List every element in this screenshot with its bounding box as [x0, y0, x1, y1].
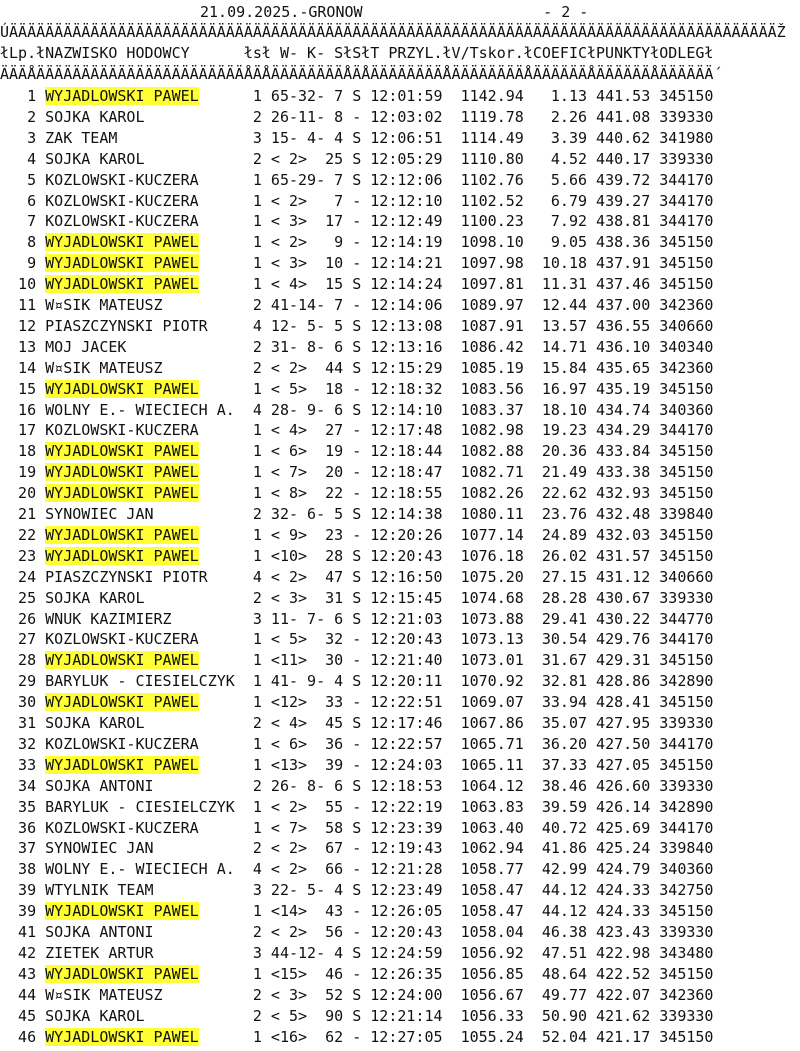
row-lp: 25: [0, 588, 46, 607]
row-results: 2 < 3> 31 S 12:15:45 1074.68 28.28 430.67 339330: [252, 588, 714, 607]
row-padding: [199, 380, 253, 398]
row-padding: [199, 212, 253, 230]
table-row: [0, 671, 713, 691]
row-lp: 30: [0, 693, 46, 712]
row-lp: 38: [0, 860, 46, 879]
row-breeder-name: WYJADLOWSKI PAWEL: [45, 755, 199, 774]
row-breeder-name: KOZLOWSKI-KUCZERA: [45, 170, 199, 189]
row-padding: [154, 923, 253, 941]
row-lp: 5: [0, 170, 46, 189]
row-results: 1 <12> 33 - 12:22:51 1069.07 33.94 428.41 345150: [252, 693, 714, 712]
row-breeder-name: MOJ JACEK: [45, 337, 127, 356]
table-row: [0, 588, 713, 608]
table-row: [0, 337, 713, 357]
row-lp: 20: [0, 484, 46, 503]
table-row: [0, 149, 713, 169]
row-padding: [199, 254, 253, 272]
row-padding: [154, 777, 253, 795]
row-breeder-name: KOZLOWSKI-KUCZERA: [45, 191, 199, 210]
row-results: 3 22- 5- 4 S 12:23:49 1058.47 44.12 424.33 342750: [252, 881, 714, 900]
row-breeder-name: WYJADLOWSKI PAWEL: [45, 463, 199, 482]
row-padding: [199, 693, 253, 711]
row-padding: [145, 714, 253, 732]
row-results: 1 < 3> 17 - 12:12:49 1100.23 7.92 438.81 344170: [252, 212, 714, 231]
row-results: 1 <15> 46 - 12:26:35 1056.85 48.64 422.52 345150: [252, 964, 714, 983]
table-row: [0, 191, 713, 211]
row-breeder-name: SOJKA KAROL: [45, 149, 145, 168]
table-row: [0, 1006, 713, 1026]
table-row: [0, 650, 713, 670]
row-results: 2 < 5> 90 S 12:21:14 1056.33 50.90 421.62 339330: [252, 1006, 714, 1025]
row-breeder-name: KOZLOWSKI-KUCZERA: [45, 818, 199, 837]
table-row: [0, 692, 713, 712]
row-breeder-name: SOJKA ANTONI: [45, 923, 154, 941]
row-results: 2 < 2> 67 - 12:19:43 1062.94 41.86 425.24 339840: [252, 839, 714, 858]
row-results: 1 < 5> 18 - 12:18:32 1083.56 16.97 435.19 345150: [252, 379, 714, 398]
row-results: 2 < 3> 52 S 12:24:00 1056.67 49.77 422.07 342360: [252, 985, 714, 1004]
table-row: [0, 253, 713, 273]
table-row: [0, 128, 713, 148]
row-results: 1 < 7> 58 S 12:23:39 1063.40 40.72 425.69 344170: [252, 818, 714, 837]
row-breeder-name: SYNOWIEC JAN: [45, 505, 154, 523]
row-padding: [199, 463, 253, 481]
row-results: 2 < 2> 25 S 12:05:29 1110.80 4.52 440.17 339330: [252, 149, 714, 168]
row-padding: [126, 338, 252, 356]
row-results: 1 65-32- 7 S 12:01:59 1142.94 1.13 441.53 345150: [252, 87, 714, 105]
row-lp: 28: [0, 651, 46, 670]
row-lp: 24: [0, 567, 46, 586]
row-lp: 14: [0, 358, 46, 377]
row-results: 4 < 2> 66 - 12:21:28 1058.77 42.99 424.79 340360: [252, 860, 714, 879]
row-padding: [208, 568, 253, 586]
table-row: [0, 901, 713, 921]
row-lp: 21: [0, 505, 46, 523]
row-lp: 22: [0, 525, 46, 544]
row-results: 2 26-11- 8 - 12:03:02 1119.78 2.26 441.08 339330: [252, 107, 714, 126]
row-results: 2 31- 8- 6 S 12:13:16 1086.42 14.71 436.10 340340: [252, 337, 714, 356]
row-results: 1 < 7> 20 - 12:18:47 1082.71 21.49 433.38 345150: [252, 463, 714, 482]
row-lp: 7: [0, 212, 46, 231]
row-breeder-name: BARYLUK - CIESIELCZYK: [45, 672, 235, 691]
row-results: 1 < 6> 19 - 12:18:44 1082.88 20.36 433.84 345150: [252, 442, 714, 461]
row-results: 2 < 2> 56 - 12:20:43 1058.04 46.38 423.43 339330: [252, 923, 714, 941]
row-padding: [235, 798, 253, 816]
table-row: [0, 964, 713, 984]
row-breeder-name: WYJADLOWSKI PAWEL: [45, 902, 199, 921]
row-results: 1 <13> 39 - 12:24:03 1065.11 37.33 427.05 345150: [252, 755, 714, 774]
table-row: [0, 734, 713, 754]
row-breeder-name: WYJADLOWSKI PAWEL: [45, 379, 199, 398]
row-padding: [235, 401, 253, 419]
table-row: [0, 504, 713, 524]
row-padding: [208, 317, 253, 335]
row-lp: 29: [0, 672, 46, 691]
row-padding: [145, 1007, 253, 1025]
row-padding: [163, 359, 253, 377]
row-padding: [117, 129, 252, 147]
row-breeder-name: WYJADLOWSKI PAWEL: [45, 693, 199, 712]
table-row: [0, 86, 713, 106]
table-row: [0, 483, 713, 503]
row-results: 1 < 2> 9 - 12:14:19 1098.10 9.05 438.36 345150: [252, 233, 714, 252]
row-breeder-name: W¤SIK MATEUSZ: [45, 358, 163, 377]
table-row: [0, 776, 713, 796]
row-results: 4 28- 9- 6 S 12:14:10 1083.37 18.10 434.74 340360: [252, 400, 714, 419]
table-row: [0, 316, 713, 336]
row-lp: 44: [0, 985, 46, 1004]
row-lp: 4: [0, 149, 46, 168]
row-results: 3 15- 4- 4 S 12:06:51 1114.49 3.39 440.62 341980: [252, 128, 714, 147]
row-lp: 18: [0, 442, 46, 461]
row-lp: 2: [0, 107, 46, 126]
row-padding: [199, 819, 253, 837]
row-breeder-name: WYJADLOWSKI PAWEL: [45, 233, 199, 252]
row-breeder-name: SOJKA KAROL: [45, 714, 145, 732]
row-padding: [199, 965, 253, 983]
row-lp: 10: [0, 275, 46, 294]
row-padding: [154, 944, 253, 962]
row-padding: [199, 735, 253, 753]
row-padding: [199, 233, 253, 251]
table-top-border: ÚÄÄÄÄÄÄÄÄÄÄÄÄÄÄÄÄÄÄÄÄÄÄÄÄÄÄÄÄÄÄÄÄÄÄÄÄÄÄÄÄÄÄÄÄÄÄÄÄÄÄÄÄÄÄÄÄÄÄÄÄÄÄÄÄÄÄÄÄÄÄÄÄÄÄÄÄÄÄÄÄÄÄÄÄÄŽ: [0, 23, 786, 41]
row-breeder-name: ZIETEK ARTUR: [45, 943, 154, 962]
row-breeder-name: BARYLUK - CIESIELCZYK: [45, 797, 235, 816]
row-results: 1 < 9> 23 - 12:20:26 1077.14 24.89 432.03 345150: [252, 525, 714, 544]
row-breeder-name: WTYLNIK TEAM: [45, 881, 154, 900]
row-lp: 13: [0, 337, 46, 356]
row-results: 2 < 4> 45 S 12:17:46 1067.86 35.07 427.95 339330: [252, 714, 714, 732]
row-lp: 46: [0, 1027, 46, 1046]
row-breeder-name: KOZLOWSKI-KUCZERA: [45, 734, 199, 753]
row-padding: [199, 1028, 253, 1046]
row-padding: [199, 192, 253, 210]
row-padding: [199, 756, 253, 774]
row-lp: 23: [0, 546, 46, 565]
row-breeder-name: PIASZCZYNSKI PIOTR: [45, 567, 208, 586]
row-results: 1 < 2> 55 - 12:22:19 1063.83 39.59 426.14 342890: [252, 797, 714, 816]
row-lp: 31: [0, 714, 46, 732]
row-results: 1 < 5> 32 - 12:20:43 1073.13 30.54 429.76 344170: [252, 630, 714, 649]
row-lp: 12: [0, 316, 46, 335]
table-row: [0, 713, 713, 733]
table-row: [0, 358, 713, 378]
row-breeder-name: WYJADLOWSKI PAWEL: [45, 546, 199, 565]
row-results: 1 <16> 62 - 12:27:05 1055.24 52.04 421.17 345150: [252, 1027, 714, 1046]
row-breeder-name: WYJADLOWSKI PAWEL: [45, 964, 199, 983]
row-padding: [154, 881, 253, 899]
table-row: [0, 211, 713, 231]
report-title: 21.09.2025.-GRONOW - 2 -: [200, 3, 589, 21]
row-results: 1 < 6> 36 - 12:22:57 1065.71 36.20 427.50 344170: [252, 734, 714, 753]
row-padding: [145, 108, 253, 126]
row-padding: [199, 484, 253, 502]
table-row: [0, 274, 713, 294]
row-results: 3 44-12- 4 S 12:24:59 1056.92 47.51 422.98 343480: [252, 943, 714, 962]
row-padding: [199, 651, 253, 669]
table-row: [0, 755, 713, 775]
row-breeder-name: WYJADLOWSKI PAWEL: [45, 254, 199, 273]
row-padding: [235, 672, 253, 690]
table-row: [0, 880, 713, 900]
row-breeder-name: WYJADLOWSKI PAWEL: [45, 87, 199, 105]
row-breeder-name: WYJADLOWSKI PAWEL: [45, 1027, 199, 1046]
row-padding: [199, 442, 253, 460]
row-lp: 34: [0, 776, 46, 795]
row-lp: 15: [0, 379, 46, 398]
row-padding: [199, 630, 253, 648]
row-lp: 19: [0, 463, 46, 482]
row-results: 1 < 2> 7 - 12:12:10 1102.52 6.79 439.27 344170: [252, 191, 714, 210]
row-lp: 11: [0, 296, 46, 314]
row-lp: 39: [0, 881, 46, 900]
row-breeder-name: PIASZCZYNSKI PIOTR: [45, 316, 208, 335]
row-results: 2 41-14- 7 - 12:14:06 1089.97 12.44 437.00 342360: [252, 296, 714, 314]
row-breeder-name: WOLNY E.- WIECIECH A.: [45, 860, 235, 879]
row-lp: 17: [0, 421, 46, 440]
row-results: 1 <10> 28 S 12:20:43 1076.18 26.02 431.57 345150: [252, 546, 714, 565]
column-headers: łLp.łNAZWISKO HODOWCY łsł W- K- SłSłT PRZYL.łV/Tskor.łCOEFICłPUNKTYłODLEGł: [0, 44, 714, 62]
row-padding: [199, 526, 253, 544]
row-lp: 26: [0, 609, 46, 628]
row-results: 3 11- 7- 6 S 12:21:03 1073.88 29.41 430.22 344770: [252, 609, 714, 628]
row-breeder-name: WYJADLOWSKI PAWEL: [45, 651, 199, 670]
row-lp: 27: [0, 630, 46, 649]
row-padding: [199, 87, 253, 105]
row-padding: [199, 171, 253, 189]
table-row: [0, 838, 713, 858]
table-row: [0, 420, 713, 440]
row-padding: [154, 505, 253, 523]
table-row: [0, 400, 713, 420]
row-lp: 6: [0, 191, 46, 210]
table-row: [0, 232, 713, 252]
row-results: 1 < 8> 22 - 12:18:55 1082.26 22.62 432.93 345150: [252, 484, 714, 503]
row-padding: [199, 275, 253, 293]
row-padding: [163, 296, 253, 314]
table-row: [0, 922, 713, 942]
row-breeder-name: WYJADLOWSKI PAWEL: [45, 275, 199, 294]
row-padding: [235, 860, 253, 878]
row-padding: [145, 589, 253, 607]
row-results: 1 <14> 43 - 12:26:05 1058.47 44.12 424.33 345150: [252, 902, 714, 921]
row-results: 2 26- 8- 6 S 12:18:53 1064.12 38.46 426.60 339330: [252, 776, 714, 795]
row-padding: [145, 150, 253, 168]
row-results: 2 < 2> 44 S 12:15:29 1085.19 15.84 435.65 342360: [252, 358, 714, 377]
table-row: [0, 107, 713, 127]
row-lp: 42: [0, 943, 46, 962]
row-lp: 8: [0, 233, 46, 252]
row-results: 1 < 4> 15 S 12:14:24 1097.81 11.31 437.46 345150: [252, 275, 714, 294]
row-results: 1 < 3> 10 - 12:14:21 1097.98 10.18 437.91 345150: [252, 254, 714, 273]
table-row: [0, 295, 713, 315]
row-padding: [199, 902, 253, 920]
row-lp: 16: [0, 400, 46, 419]
row-breeder-name: WYJADLOWSKI PAWEL: [45, 525, 199, 544]
row-breeder-name: W¤SIK MATEUSZ: [45, 296, 163, 314]
table-row: [0, 1027, 713, 1047]
row-breeder-name: SOJKA KAROL: [45, 1006, 145, 1025]
table-row: [0, 609, 713, 629]
row-padding: [172, 610, 253, 628]
table-row: [0, 462, 713, 482]
row-breeder-name: KOZLOWSKI-KUCZERA: [45, 630, 199, 649]
row-lp: 9: [0, 254, 46, 273]
row-padding: [199, 547, 253, 565]
row-lp: 32: [0, 734, 46, 753]
row-breeder-name: WOLNY E.- WIECIECH A.: [45, 400, 235, 419]
row-lp: 35: [0, 797, 46, 816]
row-lp: 39: [0, 902, 46, 921]
row-lp: 33: [0, 755, 46, 774]
row-lp: 1: [0, 87, 46, 105]
row-results: 1 < 4> 27 - 12:17:48 1082.98 19.23 434.29 344170: [252, 421, 714, 440]
table-row: [0, 525, 713, 545]
header-separator: ÄÄÄÅÄÄÄÄÄÄÄÄÄÄÄÄÄÄÄÄÄÄÄÄÄÄÄÅÄÅÄÄÄÄÄÄÄÄÅÄÅÄÄÄÄÄÄÄÄÅÄÄÄÄÄÄÄÄÅÄÄÄÄÄÄÅÄÄÄÄÄÄÅÄÄÄÄÄÄ´: [0, 65, 723, 83]
row-breeder-name: SYNOWIEC JAN: [45, 839, 154, 858]
row-breeder-name: ZAK TEAM: [45, 128, 118, 147]
row-breeder-name: WYJADLOWSKI PAWEL: [45, 484, 199, 503]
row-lp: 41: [0, 923, 46, 941]
row-breeder-name: KOZLOWSKI-KUCZERA: [45, 421, 199, 440]
table-row: [0, 797, 713, 817]
row-breeder-name: SOJKA KAROL: [45, 107, 145, 126]
row-results: 4 < 2> 47 S 12:16:50 1075.20 27.15 431.12 340660: [252, 567, 714, 586]
row-padding: [154, 839, 253, 857]
table-row: [0, 859, 713, 879]
table-row: [0, 567, 713, 587]
row-results: 1 <11> 30 - 12:21:40 1073.01 31.67 429.31 345150: [252, 651, 714, 670]
row-results: 2 32- 6- 5 S 12:14:38 1080.11 23.76 432.48 339840: [252, 505, 714, 523]
row-breeder-name: W¤SIK MATEUSZ: [45, 985, 163, 1004]
row-results: 1 41- 9- 4 S 12:20:11 1070.92 32.81 428.86 342890: [252, 672, 714, 691]
row-lp: 3: [0, 128, 46, 147]
row-breeder-name: SOJKA ANTONI: [45, 776, 154, 795]
row-breeder-name: KOZLOWSKI-KUCZERA: [45, 212, 199, 231]
row-lp: 37: [0, 839, 46, 858]
row-padding: [163, 986, 253, 1004]
table-row: [0, 818, 713, 838]
table-row: [0, 985, 713, 1005]
row-lp: 36: [0, 818, 46, 837]
row-lp: 43: [0, 964, 46, 983]
row-lp: 45: [0, 1006, 46, 1025]
table-row: [0, 441, 713, 461]
row-breeder-name: SOJKA KAROL: [45, 588, 145, 607]
row-results: 1 65-29- 7 S 12:12:06 1102.76 5.66 439.72 344170: [252, 170, 714, 189]
table-row: [0, 629, 713, 649]
row-padding: [199, 421, 253, 439]
table-row: [0, 943, 713, 963]
row-breeder-name: WNUK KAZIMIERZ: [45, 609, 172, 628]
row-results: 4 12- 5- 5 S 12:13:08 1087.91 13.57 436.55 340660: [252, 316, 714, 335]
row-breeder-name: WYJADLOWSKI PAWEL: [45, 442, 199, 461]
table-row: [0, 379, 713, 399]
table-row: [0, 546, 713, 566]
table-row: [0, 170, 713, 190]
